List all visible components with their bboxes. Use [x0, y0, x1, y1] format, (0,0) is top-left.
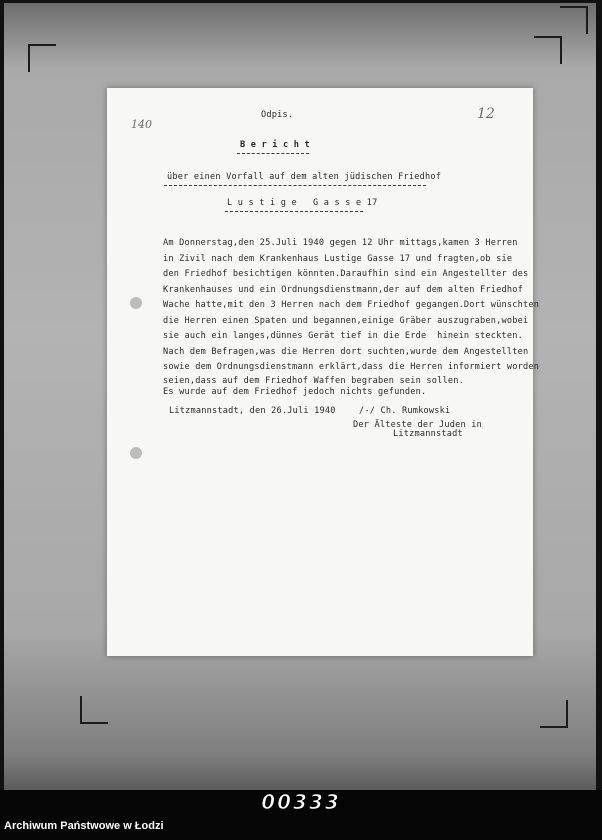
office-line-1: Der Älteste der Juden in — [353, 420, 482, 430]
body-line: den Friedhof besichtigen könnten.Daraufhin sind ein Angestellter des — [163, 269, 529, 279]
frame-edge-top — [0, 0, 602, 3]
body-line: Wache hatte,mit den 3 Herren nach dem Friedhof gegangen.Dort wünschten — [163, 300, 540, 310]
body-line: sie auch ein langes,dünnes Gerät tief in die Erde hinein steckten. — [163, 331, 524, 341]
place-date: Litzmannstadt, den 26.Juli 1940 — [169, 406, 336, 416]
frame-edge-left — [0, 0, 4, 790]
corner-mark-top-left — [28, 44, 56, 72]
body-line: die Herren einen Spaten und begannen,einige Gräber auszugraben,wobei — [163, 315, 529, 326]
report-subtitle: über einen Vorfall auf dem alten jüdischen Friedhof — [167, 172, 442, 182]
street-heading: L u s t i g e G a s s e 17 — [227, 198, 378, 208]
archive-number-handwritten: 140 — [131, 118, 152, 131]
body-line: in Zivil nach dem Krankenhaus Lustige Gasse 17 und fragten,ob sie — [163, 253, 513, 264]
punch-hole-bottom — [130, 447, 142, 459]
body-line: Nach dem Befragen,was die Herren dort suchten,wurde dem Angestellten — [163, 346, 529, 357]
corner-mark-bottom-left — [80, 696, 108, 724]
signature: /-/ Ch. Rumkowski — [359, 406, 451, 416]
street-heading-underline — [225, 211, 363, 212]
body-line: Krankenhauses und ein Ordnungsdienstmann,der auf dem alten Friedhof — [163, 284, 524, 295]
report-body — [163, 236, 539, 398]
punch-hole-top — [130, 297, 142, 309]
page-number-handwritten: 12 — [477, 106, 495, 122]
frame-edge-right — [596, 0, 602, 790]
corner-mark-bottom-right — [540, 700, 568, 728]
body-line: Am Donnerstag,den 25.Juli 1940 gegen 12 Uhr mittags,kamen 3 Herren — [163, 238, 518, 248]
report-subtitle-underline — [164, 185, 426, 186]
body-line: sowie dem Ordnungsdienstmann erklärt,dass die Herren informiert worden — [163, 362, 540, 372]
body-line: seien,dass auf dem Friedhof Waffen begraben sein sollen. — [163, 375, 464, 386]
report-title: B e r i c h t — [240, 140, 310, 150]
report-title-underline — [237, 153, 309, 154]
odpis-label: Odpis. — [261, 110, 294, 120]
corner-mark-top-right-outer — [560, 6, 588, 34]
body-line: Es wurde auf dem Friedhof jedoch nichts gefunden. — [163, 386, 427, 397]
office-line-2: Litzmannstadt — [393, 429, 463, 439]
corner-mark-top-right — [534, 36, 562, 64]
document-sheet — [107, 88, 540, 656]
archive-watermark: Archiwum Państwowe w Łodzi — [4, 820, 164, 832]
frame-counter: 00333 — [261, 790, 341, 814]
